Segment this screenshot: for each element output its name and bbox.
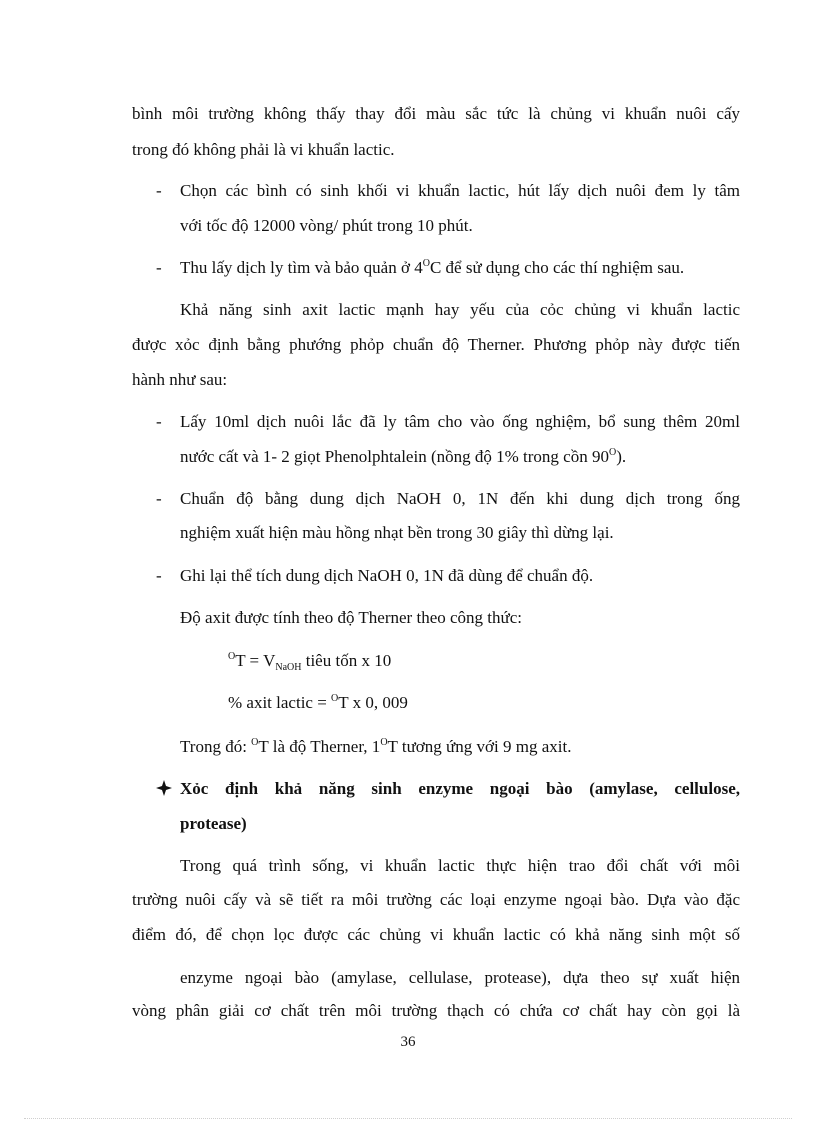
- paragraph-line: enzyme ngoại bào (amylase, cellulase, protease), dựa theo sự xuất hiện: [180, 968, 740, 987]
- list-item-line: Chuẩn độ bằng dung dịch NaOH 0, 1N đến khi dung dịch trong ống: [180, 489, 740, 508]
- text-segment: ).: [616, 447, 627, 466]
- paragraph-line: Trong quá trình sống, vi khuẩn lactic thực hiện trao đổi chất với môi: [180, 856, 740, 875]
- subscript: NaOH: [275, 662, 302, 673]
- formula-line: [228, 692, 628, 717]
- list-item-line: với tốc độ 12000 vòng/ phút trong 10 phút.: [180, 216, 473, 235]
- paragraph-line: Độ axit được tính theo độ Therner theo công thức:: [180, 608, 522, 627]
- paragraph-line: bình môi trường không thấy thay đổi màu sắc tức là chủng vi khuẩn nuôi cấy: [132, 104, 740, 123]
- text-segment: Trong đó:: [180, 737, 252, 756]
- text-segment: % axit lactic =: [228, 693, 332, 712]
- text-segment: Thu lấy dịch ly tìm và bảo quản ở 4: [180, 258, 423, 277]
- degree-symbol: O: [331, 693, 339, 704]
- degree-symbol: O: [251, 737, 259, 748]
- page-bottom-divider: [24, 1118, 792, 1119]
- paragraph-line: vòng phân giải cơ chất trên môi trường thạch có chứa cơ chất hay còn gọi là: [132, 1001, 740, 1020]
- list-bullet: -: [156, 181, 162, 200]
- formula-line: [228, 650, 628, 675]
- section-heading: protease): [180, 814, 247, 833]
- paragraph-line: trường nuôi cấy và sẽ tiết ra môi trường các loại enzyme ngoại bào. Dựa vào đặc: [132, 890, 740, 909]
- text-segment: T tương ứng với 9 mg axit.: [387, 737, 572, 756]
- list-item-line: Ghi lại thể tích dung dịch NaOH 0, 1N đã dùng để chuẩn độ.: [180, 566, 594, 585]
- paragraph-line: trong đó không phải là vi khuẩn lactic.: [132, 140, 395, 159]
- text-segment: T = V: [235, 651, 276, 670]
- section-heading: Xỏc định khả năng sinh enzyme ngoại bào (amylase, cellulose,: [180, 779, 740, 798]
- list-item-line: [180, 257, 740, 282]
- list-item-line: Lấy 10ml dịch nuôi lắc đã ly tâm cho vào ống nghiệm, bổ sung thêm 20ml: [180, 412, 740, 431]
- paragraph-line: hành như sau:: [132, 370, 228, 389]
- diamond-bullet-icon: [156, 780, 172, 796]
- list-item-line: [180, 446, 740, 471]
- degree-symbol: O: [608, 447, 617, 458]
- paragraph-line: được xỏc định bằng phướng phỏp chuẩn độ Therner. Phương phỏp này được tiến: [132, 335, 740, 354]
- text-segment: tiêu tốn x 10: [301, 651, 392, 670]
- paragraph-line: điểm đó, để chọn lọc được các chủng vi khuẩn lactic có khả năng sinh một số: [132, 925, 740, 944]
- list-item-line: nghiệm xuất hiện màu hồng nhạt bền trong 30 giây thì dừng lại.: [180, 523, 614, 542]
- text-segment: C để sử dụng cho các thí nghiệm sau.: [429, 258, 685, 277]
- degree-symbol: O: [228, 651, 236, 662]
- list-item-line: Chọn các bình có sinh khối vi khuẩn lactic, hút lấy dịch nuôi đem ly tâm: [180, 181, 740, 200]
- list-bullet: -: [156, 566, 162, 585]
- degree-symbol: O: [422, 258, 430, 269]
- degree-symbol: O: [380, 737, 388, 748]
- text-segment: T là độ Therner, 1: [258, 737, 381, 756]
- list-bullet: -: [156, 258, 162, 277]
- list-bullet: -: [156, 489, 162, 508]
- paragraph-line: [180, 736, 740, 761]
- list-bullet: -: [156, 412, 162, 431]
- page-number: 36: [400, 1034, 416, 1050]
- text-segment: nước cất và 1- 2 giọt Phenolphtalein (nồng độ 1% trong cồn 90: [180, 447, 609, 466]
- paragraph-line: Khả năng sinh axit lactic mạnh hay yếu của cỏc chủng vi khuẩn lactic: [180, 300, 740, 319]
- text-segment: T x 0, 009: [338, 693, 408, 712]
